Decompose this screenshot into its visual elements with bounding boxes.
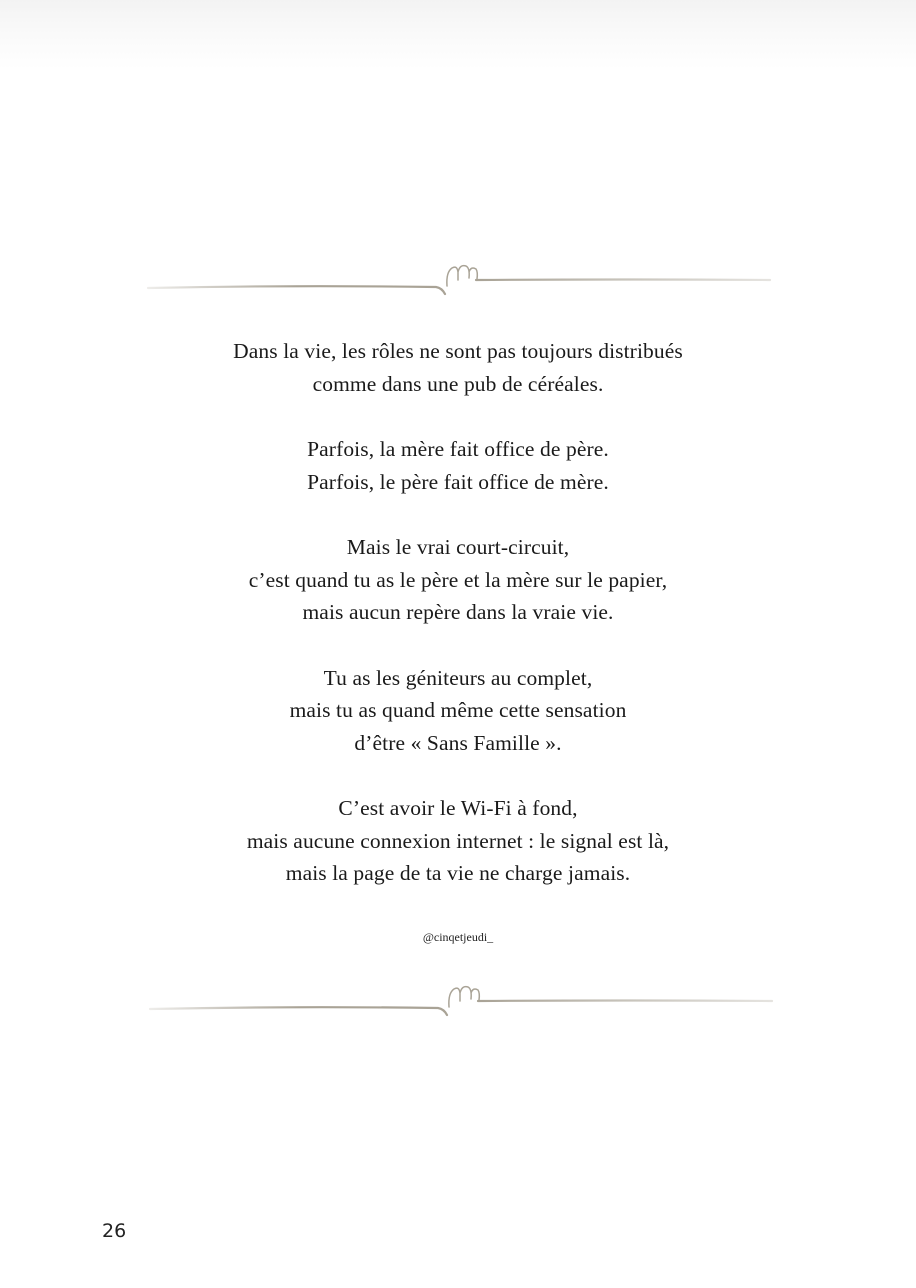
poem-line: Dans la vie, les rôles ne sont pas toujours distribués xyxy=(233,339,683,363)
ornament-flourish-icon xyxy=(140,258,780,298)
poem-line: mais aucun repère dans la vraie vie. xyxy=(302,600,614,624)
poem xyxy=(0,335,916,923)
stanza-4 xyxy=(0,662,916,760)
top-ornament-divider xyxy=(140,258,780,298)
author-signature: @cinqetjeudi_ xyxy=(422,930,494,944)
poem-line: d’être « Sans Famille ». xyxy=(354,730,562,755)
stanza-3 xyxy=(0,531,916,629)
poem-line: c’est quand tu as le père et la mère sur le papier, xyxy=(248,567,668,592)
stanza-5 xyxy=(0,792,916,890)
stanza-2 xyxy=(0,433,916,498)
poem-line: Mais le vrai court-circuit, xyxy=(346,535,570,559)
top-shadow xyxy=(0,0,916,70)
poem-line: Parfois, le père fait office de mère. xyxy=(307,469,609,494)
poem-line: Parfois, la mère fait office de père. xyxy=(307,437,609,461)
poem-line: comme dans une pub de céréales. xyxy=(312,371,604,396)
page-number: 26 xyxy=(102,1220,127,1242)
poem-line: mais tu as quand même cette sensation xyxy=(289,698,627,722)
poem-line: Tu as les géniteurs au complet, xyxy=(323,665,593,690)
poem-line: mais la page de ta vie ne charge jamais. xyxy=(285,861,631,885)
poem-line: mais aucune connexion internet : le signal est là, xyxy=(246,828,670,853)
ornament-flourish-icon xyxy=(142,980,782,1020)
bottom-ornament-divider xyxy=(142,980,782,1020)
stanza-1 xyxy=(0,335,916,400)
poem-line: C’est avoir le Wi-Fi à fond, xyxy=(338,796,578,820)
